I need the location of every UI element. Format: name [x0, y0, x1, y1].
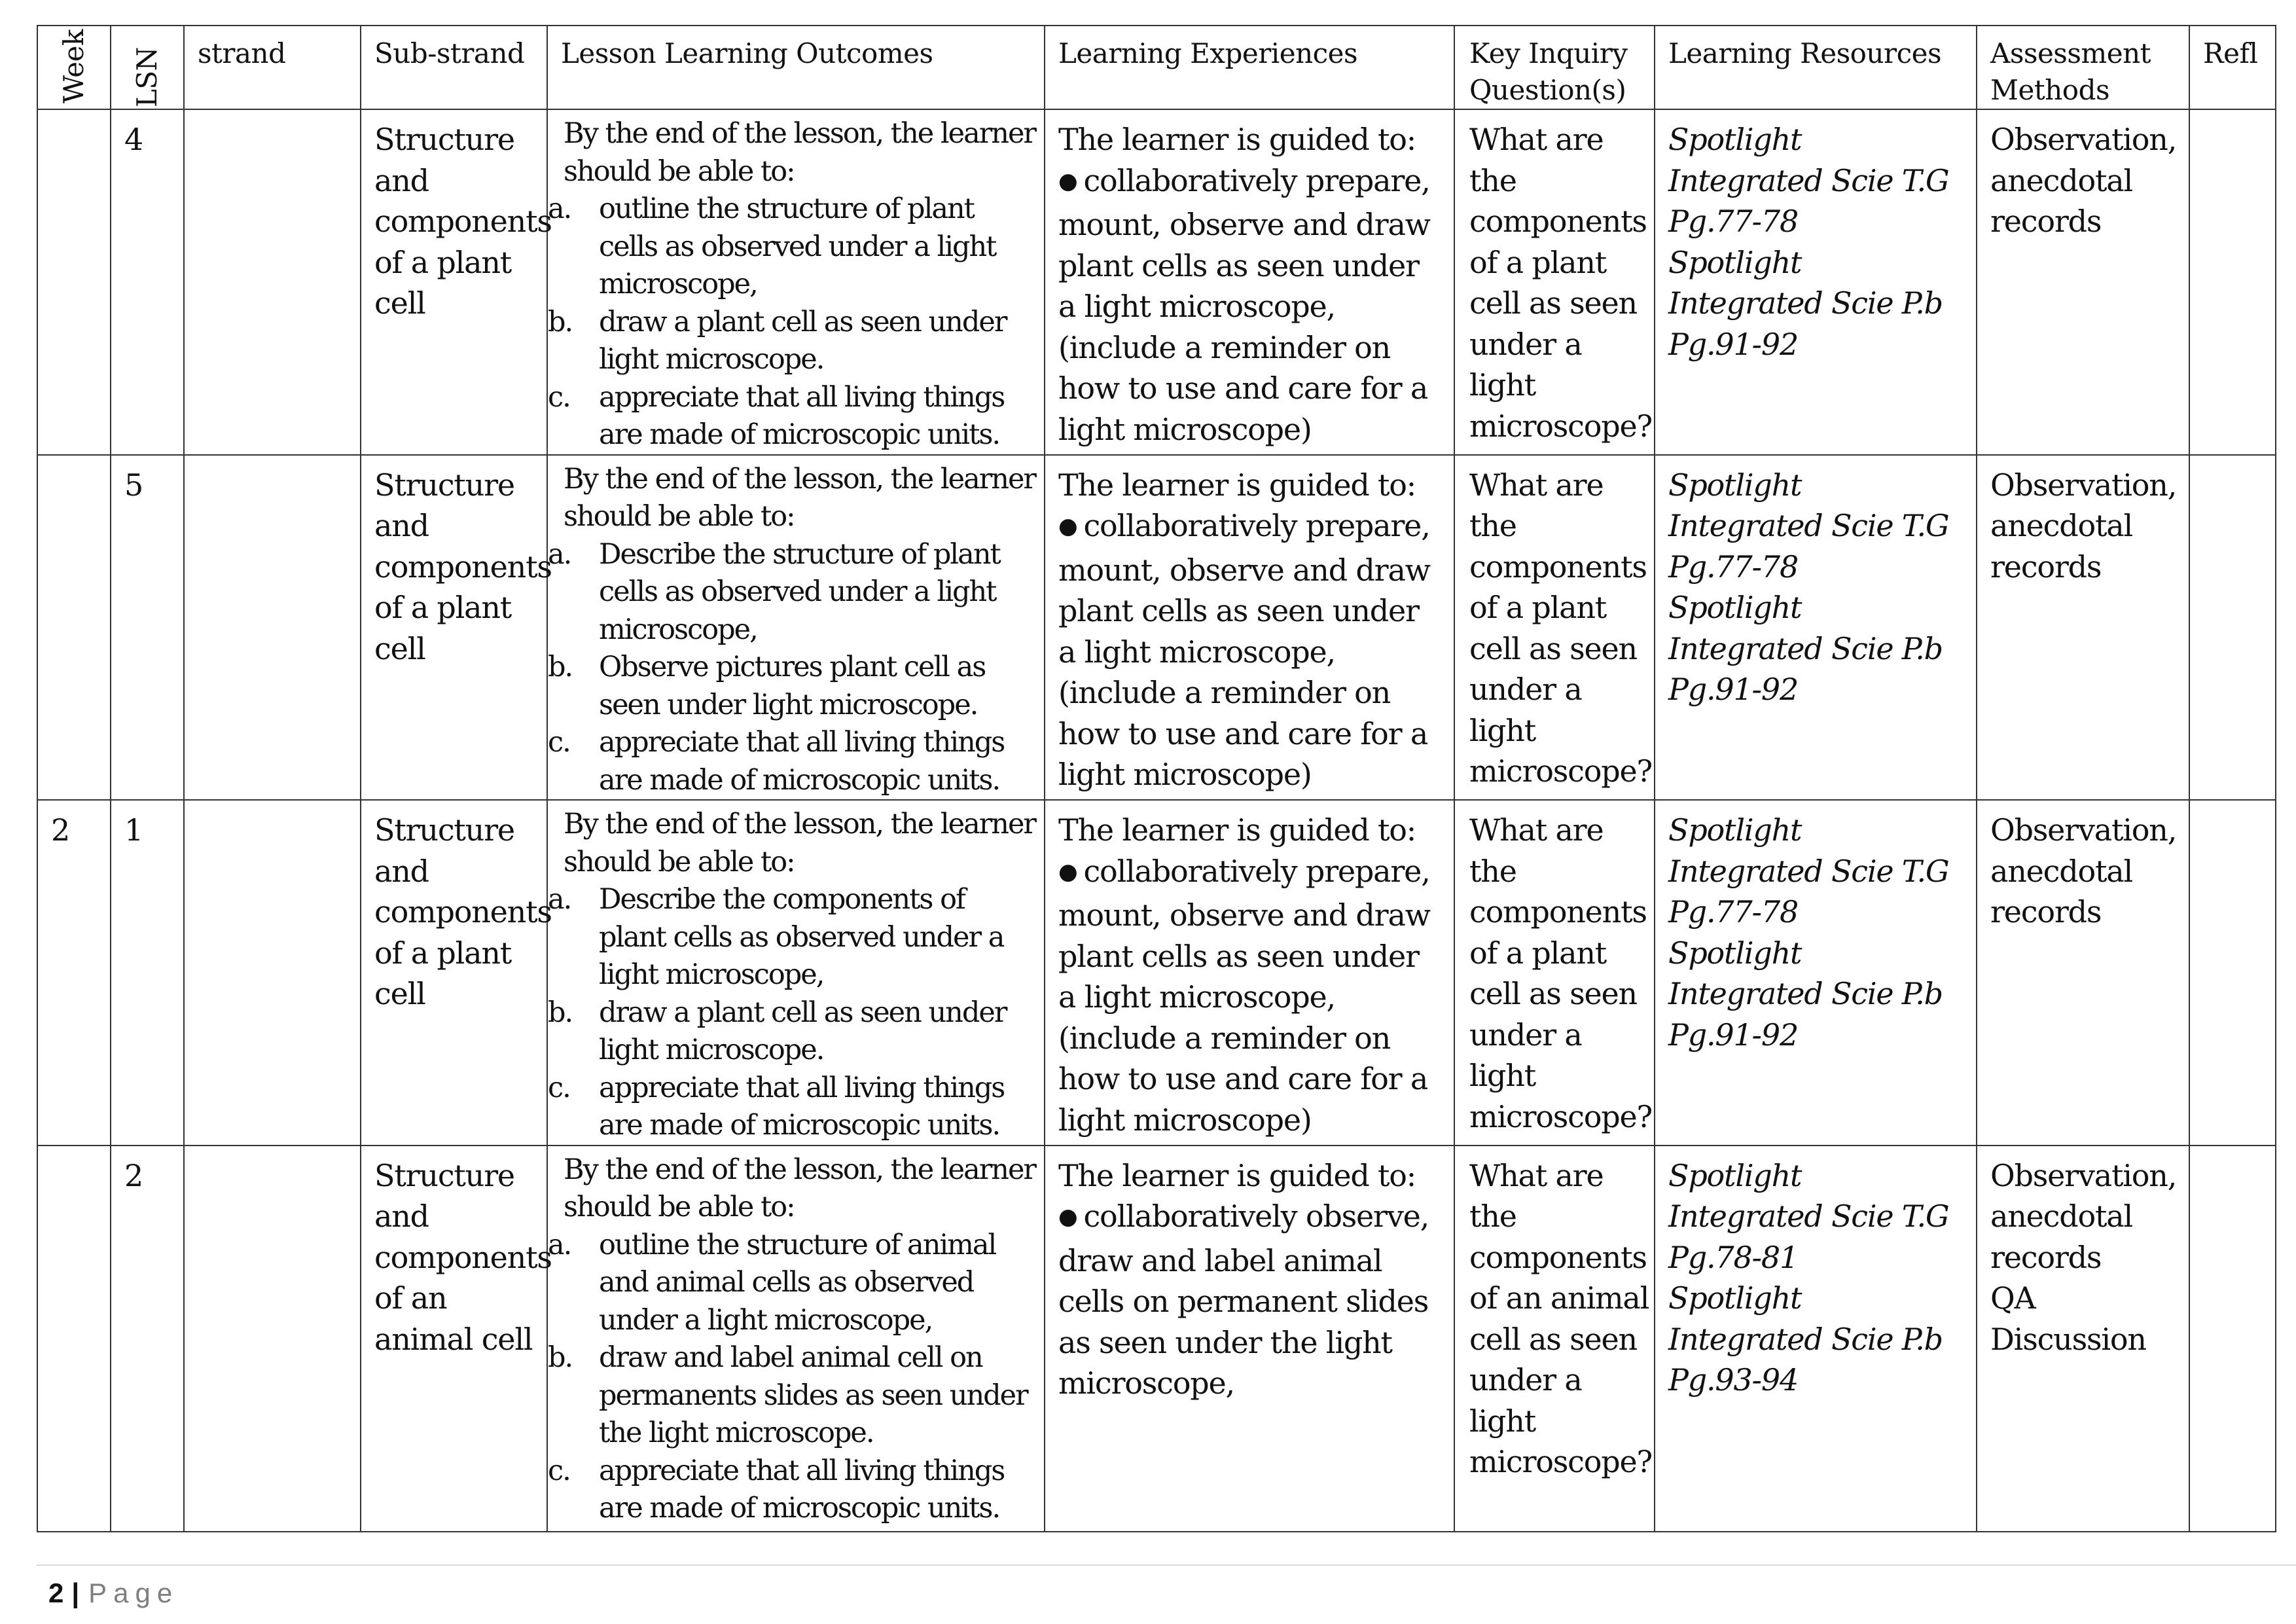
outcome-text: Describe the structure of plant cells as observed under a light microscope, — [599, 537, 1000, 646]
learning-outcomes-cell — [547, 109, 1045, 455]
page-number-separator: | — [71, 1578, 81, 1608]
outcome-item — [548, 649, 1037, 724]
outcome-text: Describe the components of plant cells as observed under a light microscope, — [599, 883, 1004, 991]
resource-item: Spotlight Integrated Scie P.b Pg.91-92 — [1668, 590, 1943, 707]
sub-strand-cell: Structure and components of a plant cell — [361, 455, 547, 801]
header-learning-experiences: Learning Experiences — [1045, 26, 1454, 109]
outcome-marker: b. — [548, 1341, 573, 1374]
experiences-intro: The learner is guided to: — [1058, 467, 1416, 503]
assessment-item: QA — [1990, 1280, 2036, 1316]
experiences-bullet — [1058, 851, 1441, 1141]
outcome-marker: a. — [548, 537, 571, 571]
scheme-of-work-sheet — [37, 25, 2275, 1532]
outcomes-list — [548, 536, 1037, 800]
assessment-item: Discussion — [1990, 1321, 2146, 1357]
assessment-cell — [1977, 109, 2189, 455]
header-week — [37, 26, 111, 109]
table-body — [37, 109, 2276, 1532]
outcomes-intro: By the end of the lesson, the learner should be able to: — [564, 117, 1035, 188]
learning-experiences-cell — [1045, 1146, 1454, 1532]
page-number-value: 2 — [48, 1578, 64, 1608]
lsn-cell: 2 — [111, 1146, 184, 1532]
header-assessment-methods: Assessment Methods — [1977, 26, 2189, 109]
header-sub-strand: Sub-strand — [361, 26, 547, 109]
learning-experiences-cell — [1045, 109, 1454, 455]
assessment-item: Observation, anecdotal records — [1990, 122, 2177, 239]
experiences-intro: The learner is guided to: — [1058, 122, 1416, 157]
outcome-text: outline the structure of plant cells as observed under a light microscope, — [599, 192, 996, 300]
outcome-marker: a. — [548, 192, 571, 225]
outcome-item — [548, 881, 1037, 994]
outcome-marker: a. — [548, 883, 571, 916]
bullet-icon — [1058, 854, 1083, 889]
outcome-marker: b. — [548, 651, 573, 683]
table-row — [37, 800, 2276, 1146]
outcome-text: draw a plant cell as seen under light microscope. — [599, 996, 1007, 1066]
experiences-bullet — [1058, 505, 1441, 795]
outcome-item — [548, 1070, 1037, 1145]
reflection-cell — [2189, 455, 2276, 801]
outcome-item — [548, 724, 1037, 799]
outcome-item — [548, 1453, 1037, 1528]
week-cell — [37, 1146, 111, 1532]
resource-item: Spotlight Integrated Scie T.G Pg.78-81 — [1668, 1157, 1949, 1275]
outcomes-list — [548, 1227, 1037, 1528]
outcome-text: appreciate that all living things are made of microscopic units. — [599, 380, 1005, 451]
resource-item: Spotlight Integrated Scie T.G Pg.77-78 — [1668, 467, 1949, 585]
learning-resources-cell — [1655, 800, 1977, 1146]
experiences-text: collaboratively prepare, mount, observe and draw plant cells as seen under a light microscope, (include a reminder on how to use and care for a light microscope) — [1058, 508, 1430, 792]
outcome-item — [548, 379, 1037, 454]
assessment-cell — [1977, 1146, 2189, 1532]
table-row — [37, 109, 2276, 455]
page-number — [48, 1578, 179, 1609]
bullet-icon — [1058, 1199, 1083, 1234]
outcome-item — [548, 1339, 1037, 1453]
header-lsn — [111, 26, 184, 109]
reflection-cell — [2189, 800, 2276, 1146]
assessment-item: Observation, anecdotal records — [1990, 467, 2177, 585]
experiences-bullet — [1058, 1196, 1441, 1404]
outcome-marker: b. — [548, 305, 573, 338]
assessment-cell — [1977, 455, 2189, 801]
key-inquiry-cell: What are the components of a plant cell as seen under a light microscope? — [1454, 109, 1655, 455]
learning-outcomes-cell — [547, 455, 1045, 801]
bullet-icon — [1058, 508, 1083, 543]
outcome-text: appreciate that all living things are made of microscopic units. — [599, 726, 1005, 797]
reflection-cell — [2189, 1146, 2276, 1532]
outcome-text: draw and label animal cell on permanents slides as seen under the light microscope. — [599, 1341, 1028, 1449]
resource-item: Spotlight Integrated Scie P.b Pg.93-94 — [1668, 1280, 1943, 1398]
outcome-marker: c. — [548, 380, 570, 414]
outcome-item — [548, 536, 1037, 649]
learning-experiences-cell — [1045, 455, 1454, 801]
outcome-item — [548, 994, 1037, 1070]
footer-divider — [37, 1564, 2296, 1566]
header-row — [37, 26, 2276, 109]
header-learning-outcomes: Lesson Learning Outcomes — [547, 26, 1045, 109]
strand-cell — [184, 455, 361, 801]
outcomes-intro: By the end of the lesson, the learner should be able to: — [564, 462, 1035, 533]
week-cell: 2 — [37, 800, 111, 1146]
header-strand: strand — [184, 26, 361, 109]
outcome-item — [548, 1227, 1037, 1340]
lsn-cell: 5 — [111, 455, 184, 801]
resource-item: Spotlight Integrated Scie T.G Pg.77-78 — [1668, 122, 1949, 239]
lsn-cell: 4 — [111, 109, 184, 455]
reflection-cell — [2189, 109, 2276, 455]
lsn-cell: 1 — [111, 800, 184, 1146]
experiences-text: collaboratively prepare, mount, observe and draw plant cells as seen under a light microscope, (include a reminder on how to use and care for a light microscope) — [1058, 162, 1430, 447]
strand-cell — [184, 800, 361, 1146]
scheme-of-work-table — [37, 25, 2276, 1532]
key-inquiry-cell: What are the components of a plant cell as seen under a light microscope? — [1454, 455, 1655, 801]
sub-strand-cell: Structure and components of a plant cell — [361, 800, 547, 1146]
outcome-marker: b. — [548, 996, 573, 1029]
learning-outcomes-cell — [547, 1146, 1045, 1532]
header-week-label: Week — [58, 29, 90, 103]
table-row — [37, 1146, 2276, 1532]
strand-cell — [184, 1146, 361, 1532]
experiences-intro: The learner is guided to: — [1058, 812, 1416, 848]
learning-resources-cell — [1655, 109, 1977, 455]
assessment-item: Observation, anecdotal records — [1990, 812, 2177, 929]
outcome-item — [548, 304, 1037, 379]
outcomes-list — [548, 190, 1037, 454]
learning-outcomes-cell — [547, 800, 1045, 1146]
outcomes-intro: By the end of the lesson, the learner should be able to: — [564, 808, 1035, 878]
outcome-text: appreciate that all living things are made of microscopic units. — [599, 1454, 1005, 1525]
week-cell — [37, 455, 111, 801]
learning-resources-cell — [1655, 455, 1977, 801]
outcome-marker: a. — [548, 1228, 571, 1261]
header-key-inquiry: Key Inquiry Question(s) — [1454, 26, 1655, 109]
resource-item: Spotlight Integrated Scie P.b Pg.91-92 — [1668, 935, 1943, 1053]
outcome-marker: c. — [548, 1454, 570, 1487]
outcome-text: draw a plant cell as seen under light microscope. — [599, 305, 1007, 376]
key-inquiry-cell: What are the components of a plant cell as seen under a light microscope? — [1454, 800, 1655, 1146]
outcomes-intro: By the end of the lesson, the learner should be able to: — [564, 1153, 1035, 1223]
outcome-text: appreciate that all living things are made of microscopic units. — [599, 1071, 1005, 1142]
week-cell — [37, 109, 111, 455]
experiences-text: collaboratively prepare, mount, observe and draw plant cells as seen under a light microscope, (include a reminder on how to use and care for a light microscope) — [1058, 853, 1430, 1138]
key-inquiry-cell: What are the components of an animal cell as seen under a light microscope? — [1454, 1146, 1655, 1532]
sub-strand-cell: Structure and components of an animal cell — [361, 1146, 547, 1532]
outcome-item — [548, 190, 1037, 304]
resource-item: Spotlight Integrated Scie T.G Pg.77-78 — [1668, 812, 1949, 929]
header-learning-resources: Learning Resources — [1655, 26, 1977, 109]
page-word: Page — [88, 1578, 179, 1608]
outcome-marker: c. — [548, 1071, 570, 1104]
strand-cell — [184, 109, 361, 455]
resource-item: Spotlight Integrated Scie P.b Pg.91-92 — [1668, 244, 1943, 362]
learning-resources-cell — [1655, 1146, 1977, 1532]
outcome-marker: c. — [548, 726, 570, 759]
outcomes-list — [548, 881, 1037, 1145]
header-lsn-label: LSN — [131, 47, 163, 107]
sub-strand-cell: Structure and components of a plant cell — [361, 109, 547, 455]
table-row — [37, 455, 2276, 801]
assessment-item: Observation, anecdotal records — [1990, 1157, 2177, 1275]
bullet-icon — [1058, 163, 1083, 198]
outcome-text: outline the structure of animal and animal cells as observed under a light microscope, — [599, 1228, 996, 1337]
experiences-intro: The learner is guided to: — [1058, 1157, 1416, 1193]
experiences-bullet — [1058, 160, 1441, 450]
outcome-text: Observe pictures plant cell as seen under light microscope. — [599, 651, 986, 721]
assessment-cell — [1977, 800, 2189, 1146]
learning-experiences-cell — [1045, 800, 1454, 1146]
experiences-text: collaboratively observe, draw and label animal cells on permanent slides as seen under the light microscope, — [1058, 1199, 1429, 1401]
header-reflection: Refl — [2189, 26, 2276, 109]
